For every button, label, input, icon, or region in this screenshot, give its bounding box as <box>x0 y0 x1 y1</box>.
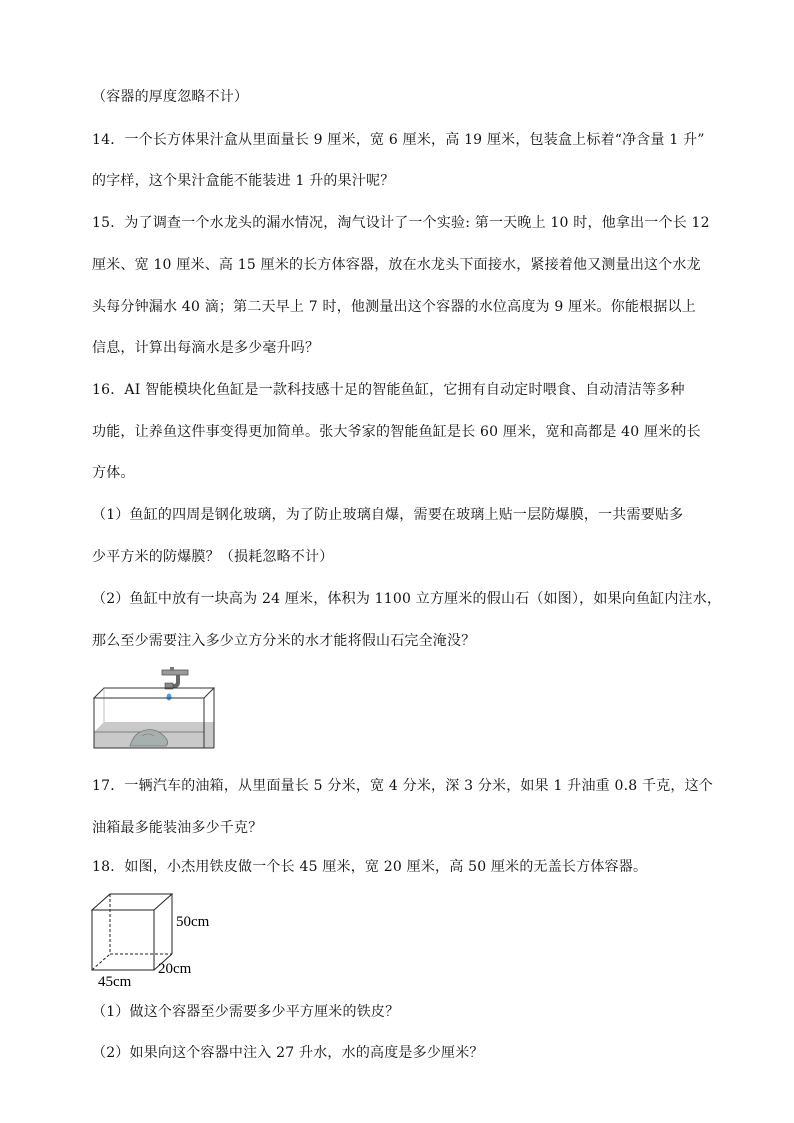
question-15-line-1: 15．为了调查一个水龙头的漏水情况，淘气设计了一个实验: 第一天晚上 10 时，他拿出一个长 12 <box>92 215 710 231</box>
question-18-1-line: （1）做这个容器至少需要多少平方厘米的铁皮？ <box>92 1004 400 1020</box>
question-16-line-2: 功能，让养鱼这件事变得更加简单。张大爷家的智能鱼缸是长 60 厘米，宽和高都是 40 厘米的长 <box>92 424 701 440</box>
width-label: 20cm <box>158 961 192 977</box>
question-16-2-line-2: 那么至少需要注入多少立方分米的水才能将假山石完全淹没？ <box>92 633 476 649</box>
question-15-line-4: 信息，计算出每滴水是多少毫升吗？ <box>92 340 320 356</box>
question-14-line-1: 14．一个长方体果汁盒从里面量长 9 厘米，宽 6 厘米，高 19 厘米，包装盒上标着“净含量 1 升” <box>92 132 705 148</box>
fish-tank-figure <box>90 666 220 754</box>
question-16-1-line-2: 少平方米的防爆膜？（损耗忽略不计） <box>92 549 334 565</box>
line-0: （容器的厚度忽略不计） <box>92 89 249 105</box>
height-label: 50cm <box>176 914 210 930</box>
cuboid-figure <box>88 890 238 992</box>
question-18-2-line: （2）如果向这个容器中注入 27 升水，水的高度是多少厘米？ <box>92 1045 484 1061</box>
length-label: 45cm <box>98 974 132 990</box>
question-16-2-line-1: （2）鱼缸中放有一块高为 24 厘米，体积为 1100 立方厘米的假山石（如图），如果向鱼缸内注水， <box>92 591 722 607</box>
question-15-line-3: 头每分钟漏水 40 滴；第二天早上 7 时，他测量出这个容器的水位高度为 9 厘米。你能根据以上 <box>92 299 696 315</box>
question-14-line-2: 的字样，这个果汁盒能不能装进 1 升的果汁呢？ <box>92 173 395 189</box>
question-17-line-1: 17．一辆汽车的油箱，从里面量长 5 分米，宽 4 分米，深 3 分米，如果 1 升油重 0.8 千克，这个 <box>92 778 714 794</box>
question-16-line-1: 16．AI 智能模块化鱼缸是一款科技感十足的智能鱼缸，它拥有自动定时喂食、自动清洁等多种 <box>92 382 685 398</box>
question-16-line-3: 方体。 <box>92 465 135 481</box>
question-17-line-2: 油箱最多能装油多少千克？ <box>92 820 263 836</box>
question-16-1-line-1: （1）鱼缸的四周是钢化玻璃，为了防止玻璃自爆，需要在玻璃上贴一层防爆膜，一共需要贴多 <box>92 507 684 523</box>
question-18-line-1: 18．如图，小杰用铁皮做一个长 45 厘米，宽 20 厘米，高 50 厘米的无盖长方体容器。 <box>92 859 648 875</box>
question-15-line-2: 厘米、宽 10 厘米、高 15 厘米的长方体容器，放在水龙头下面接水，紧接着他又测量出这个水龙 <box>92 257 701 273</box>
faucet-icon <box>162 667 188 701</box>
